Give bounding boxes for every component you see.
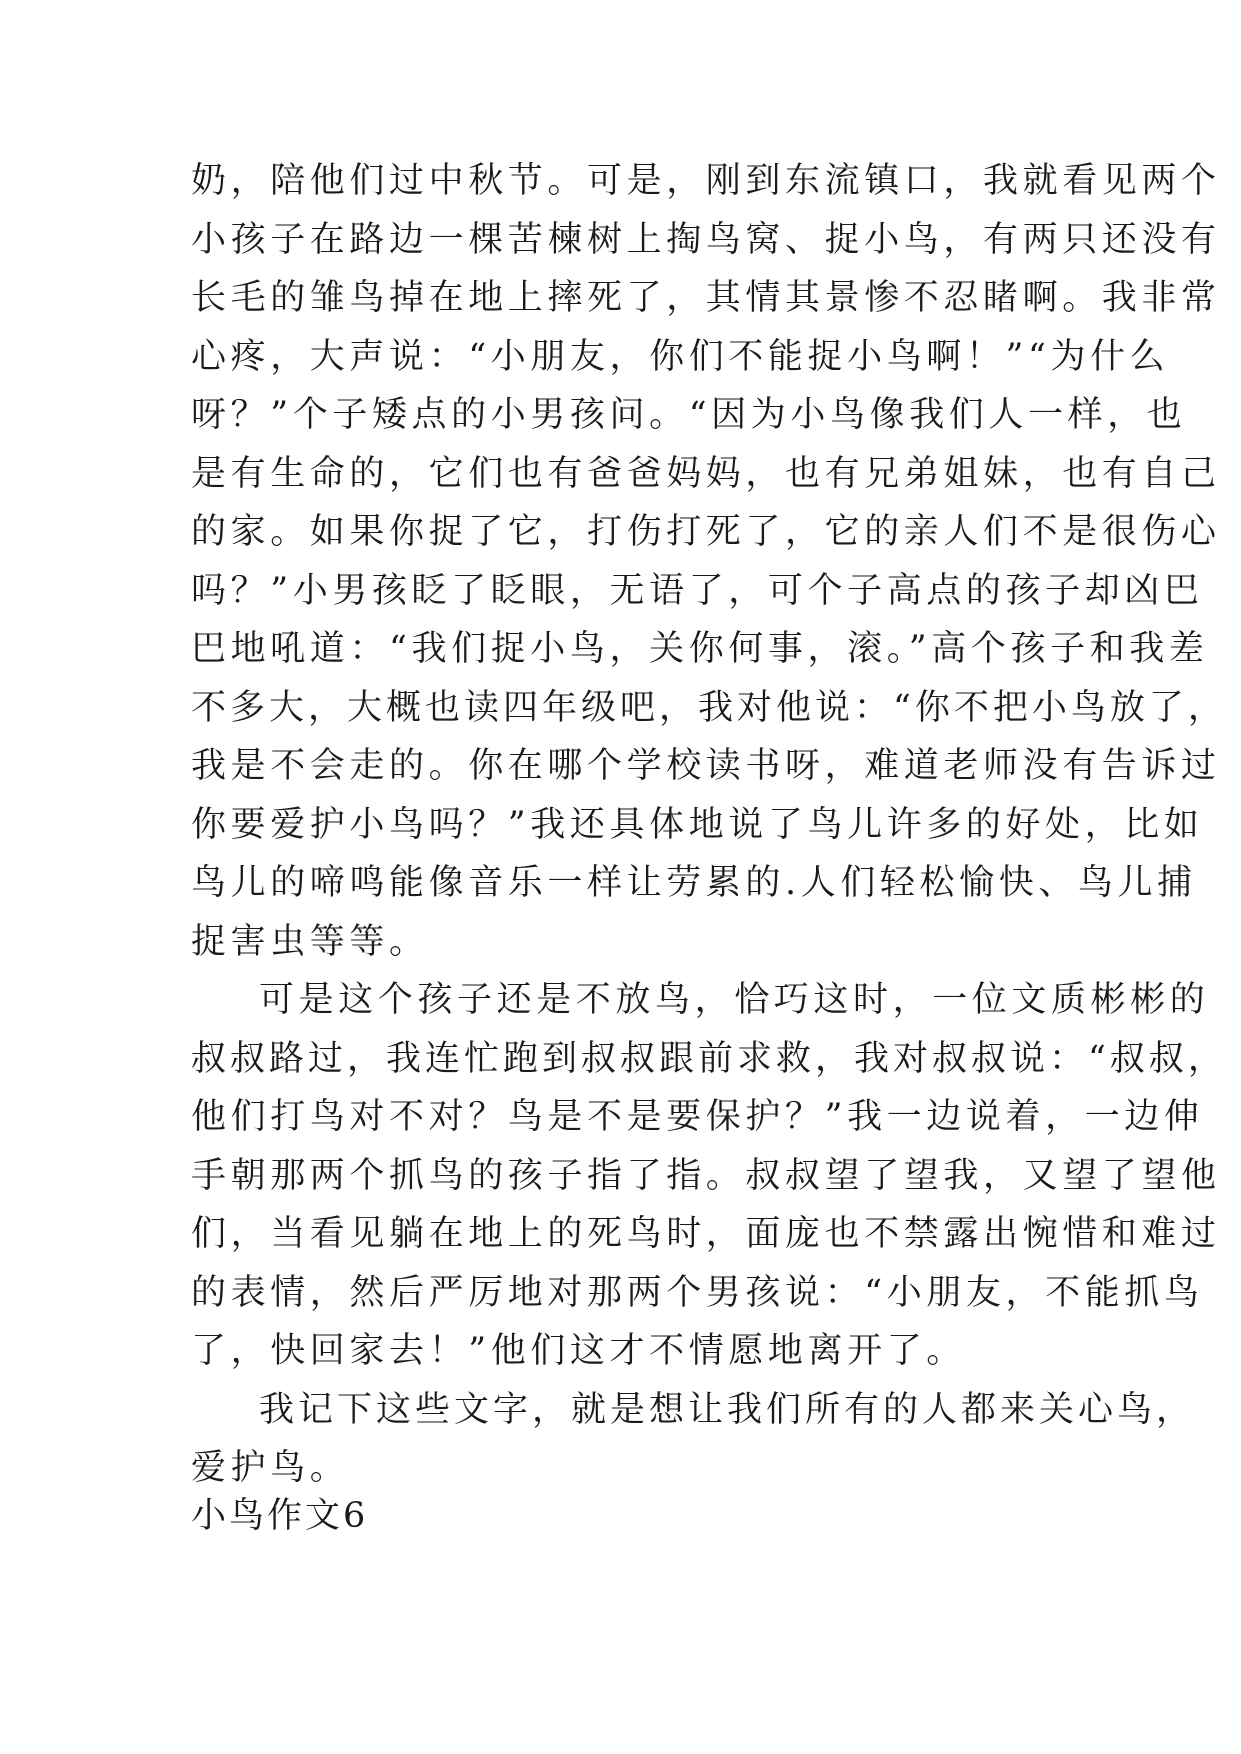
paragraph-start-line: 可是这个孩子还是不放鸟，恰巧这时，一位文质彬彬的 — [259, 980, 1210, 1020]
text-line: 捉害虫等等。 — [191, 921, 429, 962]
text-line: 叔叔路过，我连忙跑到叔叔跟前求救，我对叔叔说：“叔叔， — [191, 1038, 1227, 1079]
text-line: 鸟儿的啼鸣能像音乐一样让劳累的.人们轻松愉快、鸟儿捕 — [191, 863, 1197, 903]
text-line: 的表情，然后严厉地对那两个男孩说：“小朋友，不能抓鸟 — [191, 1272, 1204, 1313]
text-line: 吗？”小男孩眨了眨眼，无语了，可个子高点的孩子却凶巴 — [191, 570, 1204, 611]
section-heading: 小鸟作文6 — [191, 1496, 369, 1536]
text-line: 长毛的雏鸟掉在地上摔死了，其情其景惨不忍睹啊。我非常 — [191, 278, 1221, 318]
text-line: 小孩子在路边一棵苦楝树上掏鸟窝、捉小鸟，有两只还没有 — [191, 219, 1221, 260]
article-body — [191, 152, 1227, 1498]
text-line: 们，当看见躺在地上的死鸟时，面庞也不禁露出惋惜和难过 — [191, 1214, 1221, 1254]
text-line: 爱护鸟。 — [191, 1448, 350, 1488]
text-line: 心疼，大声说：“小朋友，你们不能捉小鸟啊！”“为什么 — [191, 336, 1170, 377]
text-line: 我是不会走的。你在哪个学校读书呀，难道老师没有告诉过 — [191, 746, 1221, 786]
text-line: 你要爱护小鸟吗？”我还具体地说了鸟儿许多的好处，比如 — [191, 804, 1204, 845]
text-line: 不多大，大概也读四年级吧，我对他说：“你不把小鸟放了， — [191, 687, 1227, 728]
text-line: 的家。如果你捉了它，打伤打死了，它的亲人们不是很伤心 — [191, 512, 1221, 552]
text-line: 呀？”个子矮点的小男孩问。“因为小鸟像我们人一样，也 — [191, 395, 1187, 435]
text-line: 是有生命的，它们也有爸爸妈妈，也有兄弟姐妹，也有自己 — [191, 453, 1221, 494]
text-line: 奶，陪他们过中秋节。可是，刚到东流镇口，我就看见两个 — [191, 161, 1221, 201]
text-line: 他们打鸟对不对？鸟是不是要保护？”我一边说着，一边伸 — [191, 1097, 1204, 1137]
text-line: 了，快回家去！”他们这才不情愿地离开了。 — [191, 1331, 966, 1371]
text-line: 手朝那两个抓鸟的孩子指了指。叔叔望了望我，又望了望他 — [191, 1155, 1221, 1196]
text-line: 巴地吼道：“我们捉小鸟，关你何事，滚。”高个孩子和我差 — [191, 629, 1209, 669]
paragraph-start-line: 我记下这些文字，就是想让我们所有的人都来关心鸟， — [259, 1389, 1196, 1430]
